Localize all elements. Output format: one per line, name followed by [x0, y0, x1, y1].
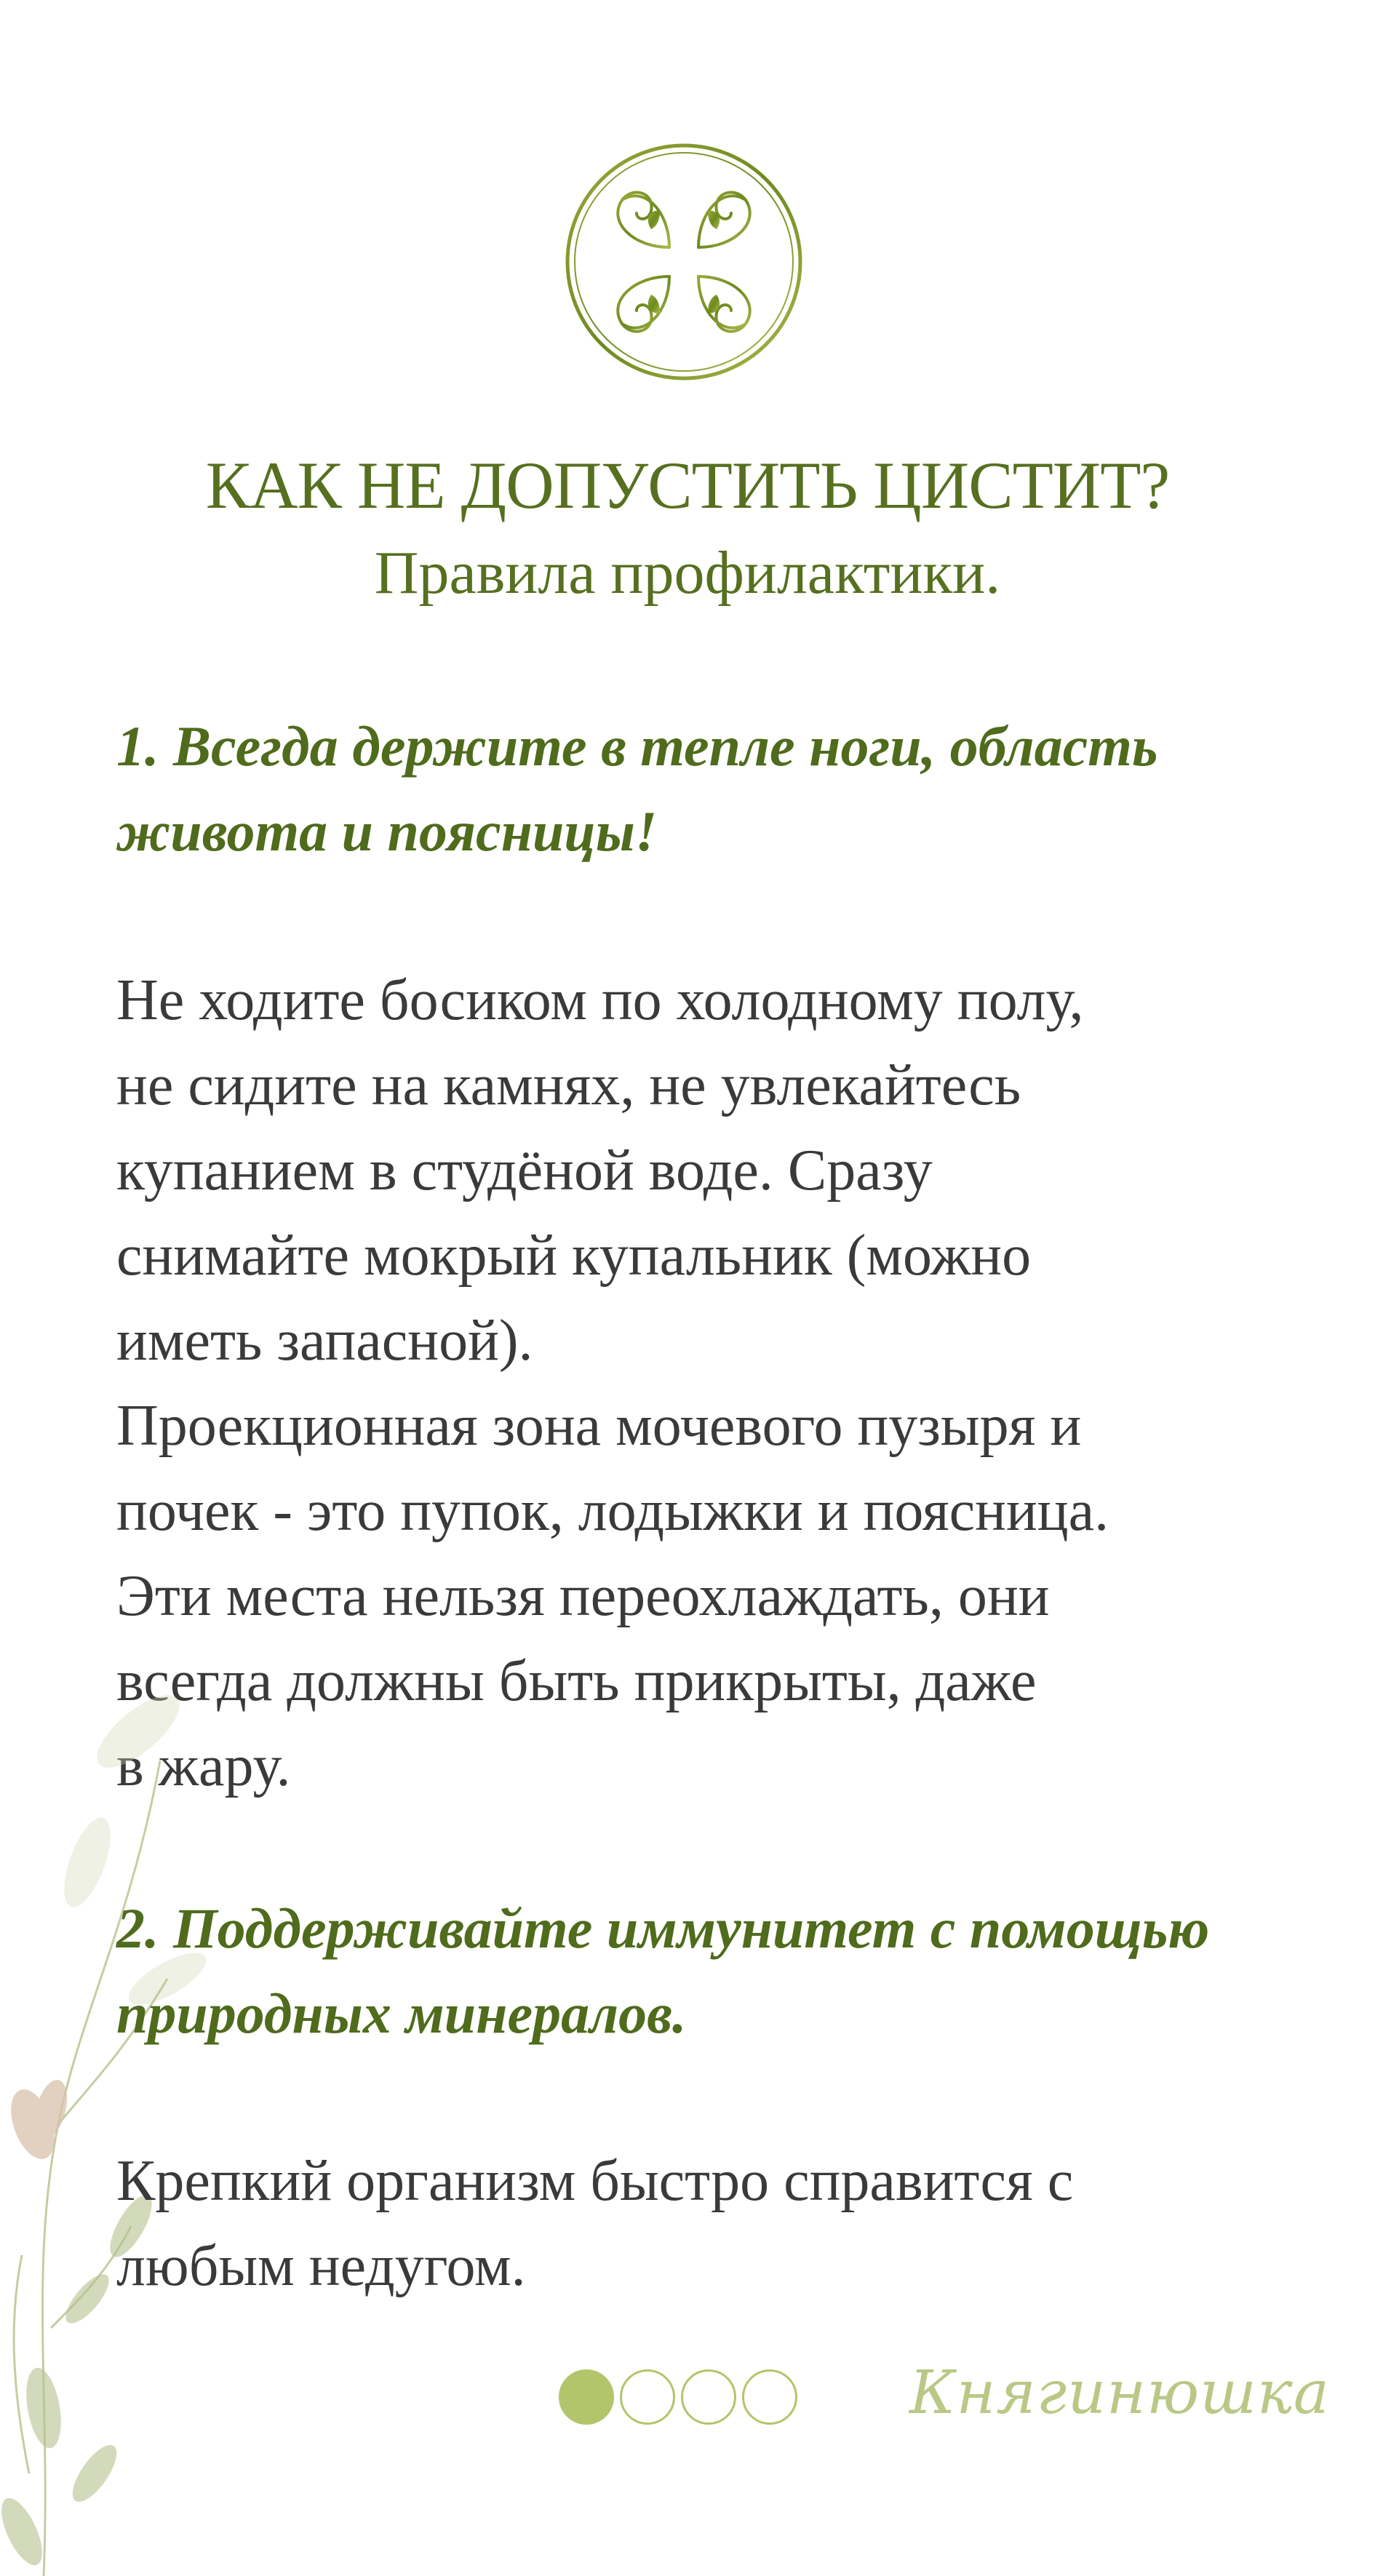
body-line: всегда должны быть прикрыты, даже	[116, 1649, 1037, 1713]
section-2-heading-line: природных минералов.	[116, 1982, 687, 2045]
body-line: купанием в студёной воде. Сразу	[116, 1139, 933, 1203]
page-dot-1[interactable]	[559, 2369, 614, 2425]
page-dot-3[interactable]	[681, 2369, 736, 2425]
body-line: Крепкий организм быстро справится с	[116, 2149, 1074, 2213]
section-1-heading-line: 1. Всегда держите в тепле ноги, область	[116, 714, 1158, 778]
body-line: любым недугом.	[116, 2234, 526, 2298]
section-2-heading	[116, 1886, 1310, 2056]
page-subtitle: Правила профилактики.	[374, 539, 1001, 607]
body-line: иметь запасной).	[116, 1309, 533, 1373]
section-1-heading	[116, 703, 1310, 874]
pagination-dots	[559, 2369, 797, 2428]
body-line: Не ходите босиком по холодному полу,	[116, 968, 1084, 1032]
page-dot-4[interactable]	[742, 2369, 797, 2425]
logo-emblem	[564, 142, 804, 382]
page-dot-2[interactable]	[620, 2369, 675, 2425]
floral-decoration	[0, 1673, 240, 2576]
body-line: почек - это пупок, лодыжки и поясница.	[116, 1479, 1109, 1543]
section-1-heading-line: живота и поясницы!	[116, 799, 658, 863]
page-title: КАК НЕ ДОПУСТИТЬ ЦИСТИТ?	[205, 448, 1170, 522]
watercolor-leaves-icon	[0, 1673, 240, 2576]
section-1-body	[116, 958, 1310, 1809]
body-line: снимайте мокрый купальник (можно	[116, 1224, 1032, 1288]
body-line: Эти места нельзя переохлаждать, они	[116, 1564, 1050, 1628]
section-2-heading-line: 2. Поддерживайте иммунитет с помощью	[116, 1897, 1210, 1960]
body-line: в жару.	[116, 1734, 291, 1798]
ornamental-clover-circle-icon	[564, 142, 804, 382]
section-2-body	[116, 2139, 1310, 2309]
body-line: Проекционная зона мочевого пузыря и	[116, 1394, 1082, 1458]
brand-logo-text: Княгинюшка	[909, 2358, 1330, 2428]
body-line: не сидите на камнях, не увлекайтесь	[116, 1053, 1021, 1117]
